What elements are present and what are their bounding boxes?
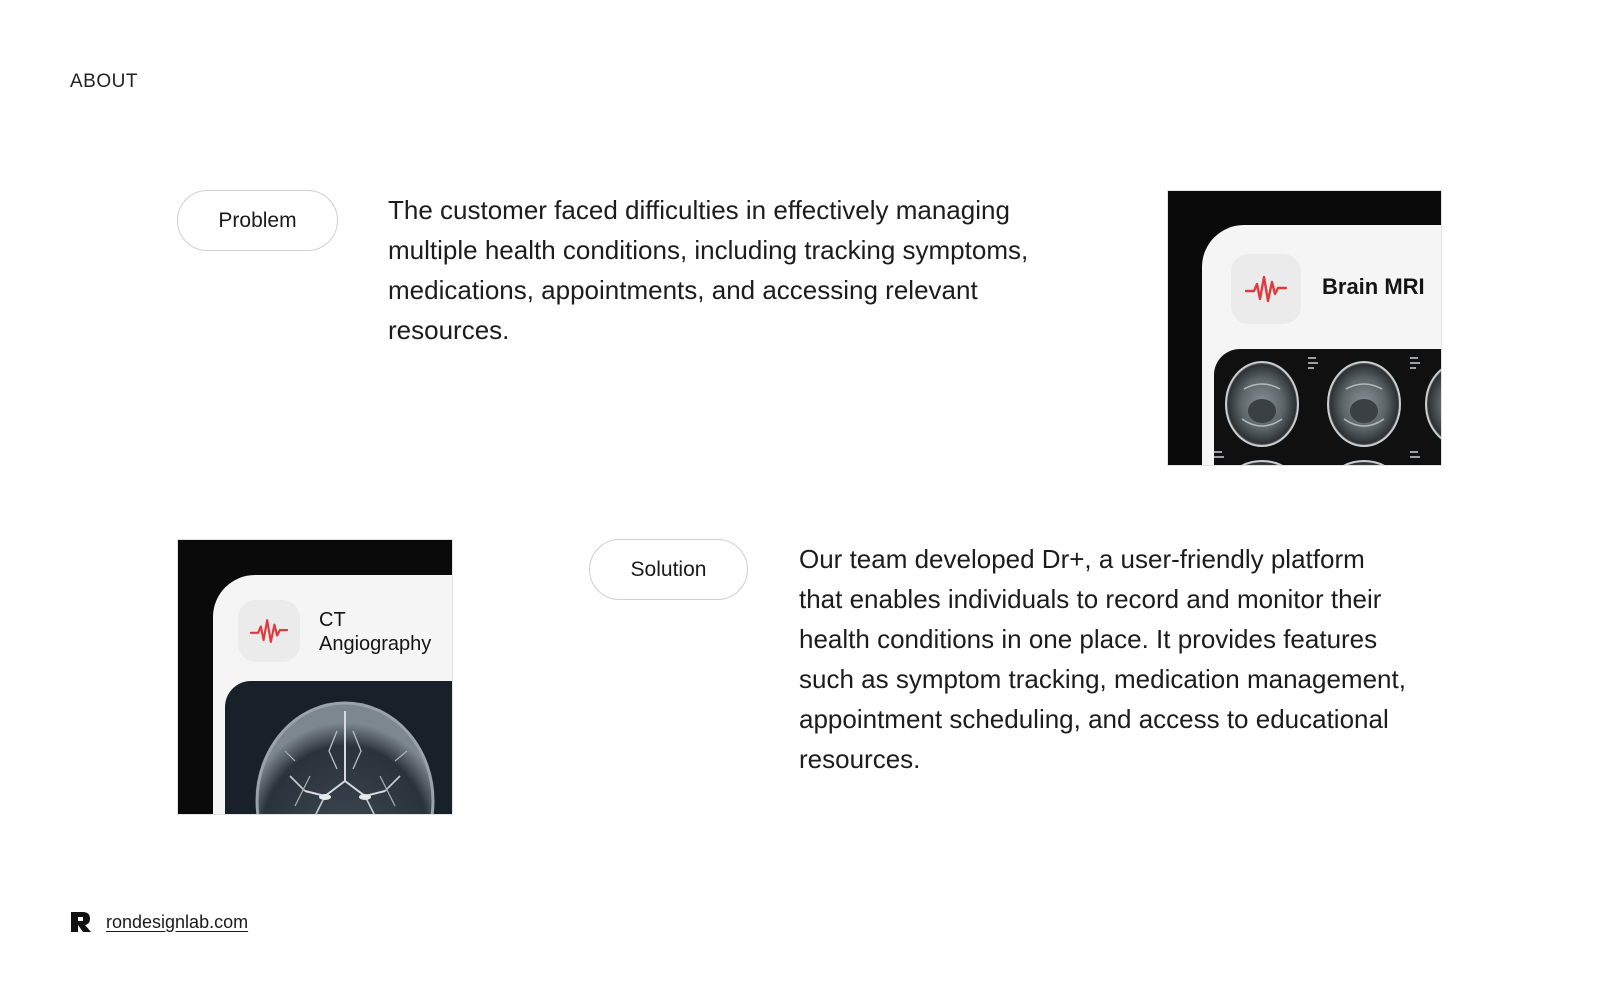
ct-angiography-preview bbox=[177, 539, 453, 815]
heartbeat-icon bbox=[250, 617, 288, 645]
heartbeat-icon bbox=[1245, 274, 1287, 304]
brain-mri-scan-image bbox=[1214, 349, 1441, 465]
ct-angiography-card bbox=[213, 575, 452, 814]
brain-mri-preview bbox=[1167, 190, 1442, 466]
ct-angiography-icon-box bbox=[238, 600, 300, 662]
website-link[interactable]: rondesignlab.com bbox=[106, 911, 249, 932]
brand-logo-icon bbox=[70, 911, 92, 933]
solution-tag-label: Solution bbox=[630, 557, 707, 581]
ct-angiography-title-line2: Angiography bbox=[319, 633, 432, 655]
problem-description: The customer faced difficulties in effectively managing multiple health conditions, including tracking symptoms, medications, appointments, and accessing relevant resources. bbox=[388, 195, 1029, 345]
ct-angiography-title-line1: CT bbox=[319, 609, 346, 631]
brain-mri-title: Brain MRI bbox=[1322, 274, 1425, 299]
footer bbox=[70, 911, 248, 933]
ct-angiography-scan-image bbox=[225, 681, 452, 814]
solution-description: Our team developed Dr+, a user-friendly platform that enables individuals to record and monitor their health conditions in one place. It provides features such as symptom tracking, medication management, appointment scheduling, and access to educational resources. bbox=[799, 544, 1406, 774]
problem-tag-label: Problem bbox=[218, 208, 297, 232]
solution-tag bbox=[589, 539, 748, 600]
brain-mri-card bbox=[1202, 225, 1441, 465]
section-label: ABOUT bbox=[70, 71, 138, 92]
problem-tag bbox=[177, 190, 338, 251]
brain-mri-icon-box bbox=[1231, 254, 1301, 324]
ct-angiography-title bbox=[319, 608, 431, 656]
